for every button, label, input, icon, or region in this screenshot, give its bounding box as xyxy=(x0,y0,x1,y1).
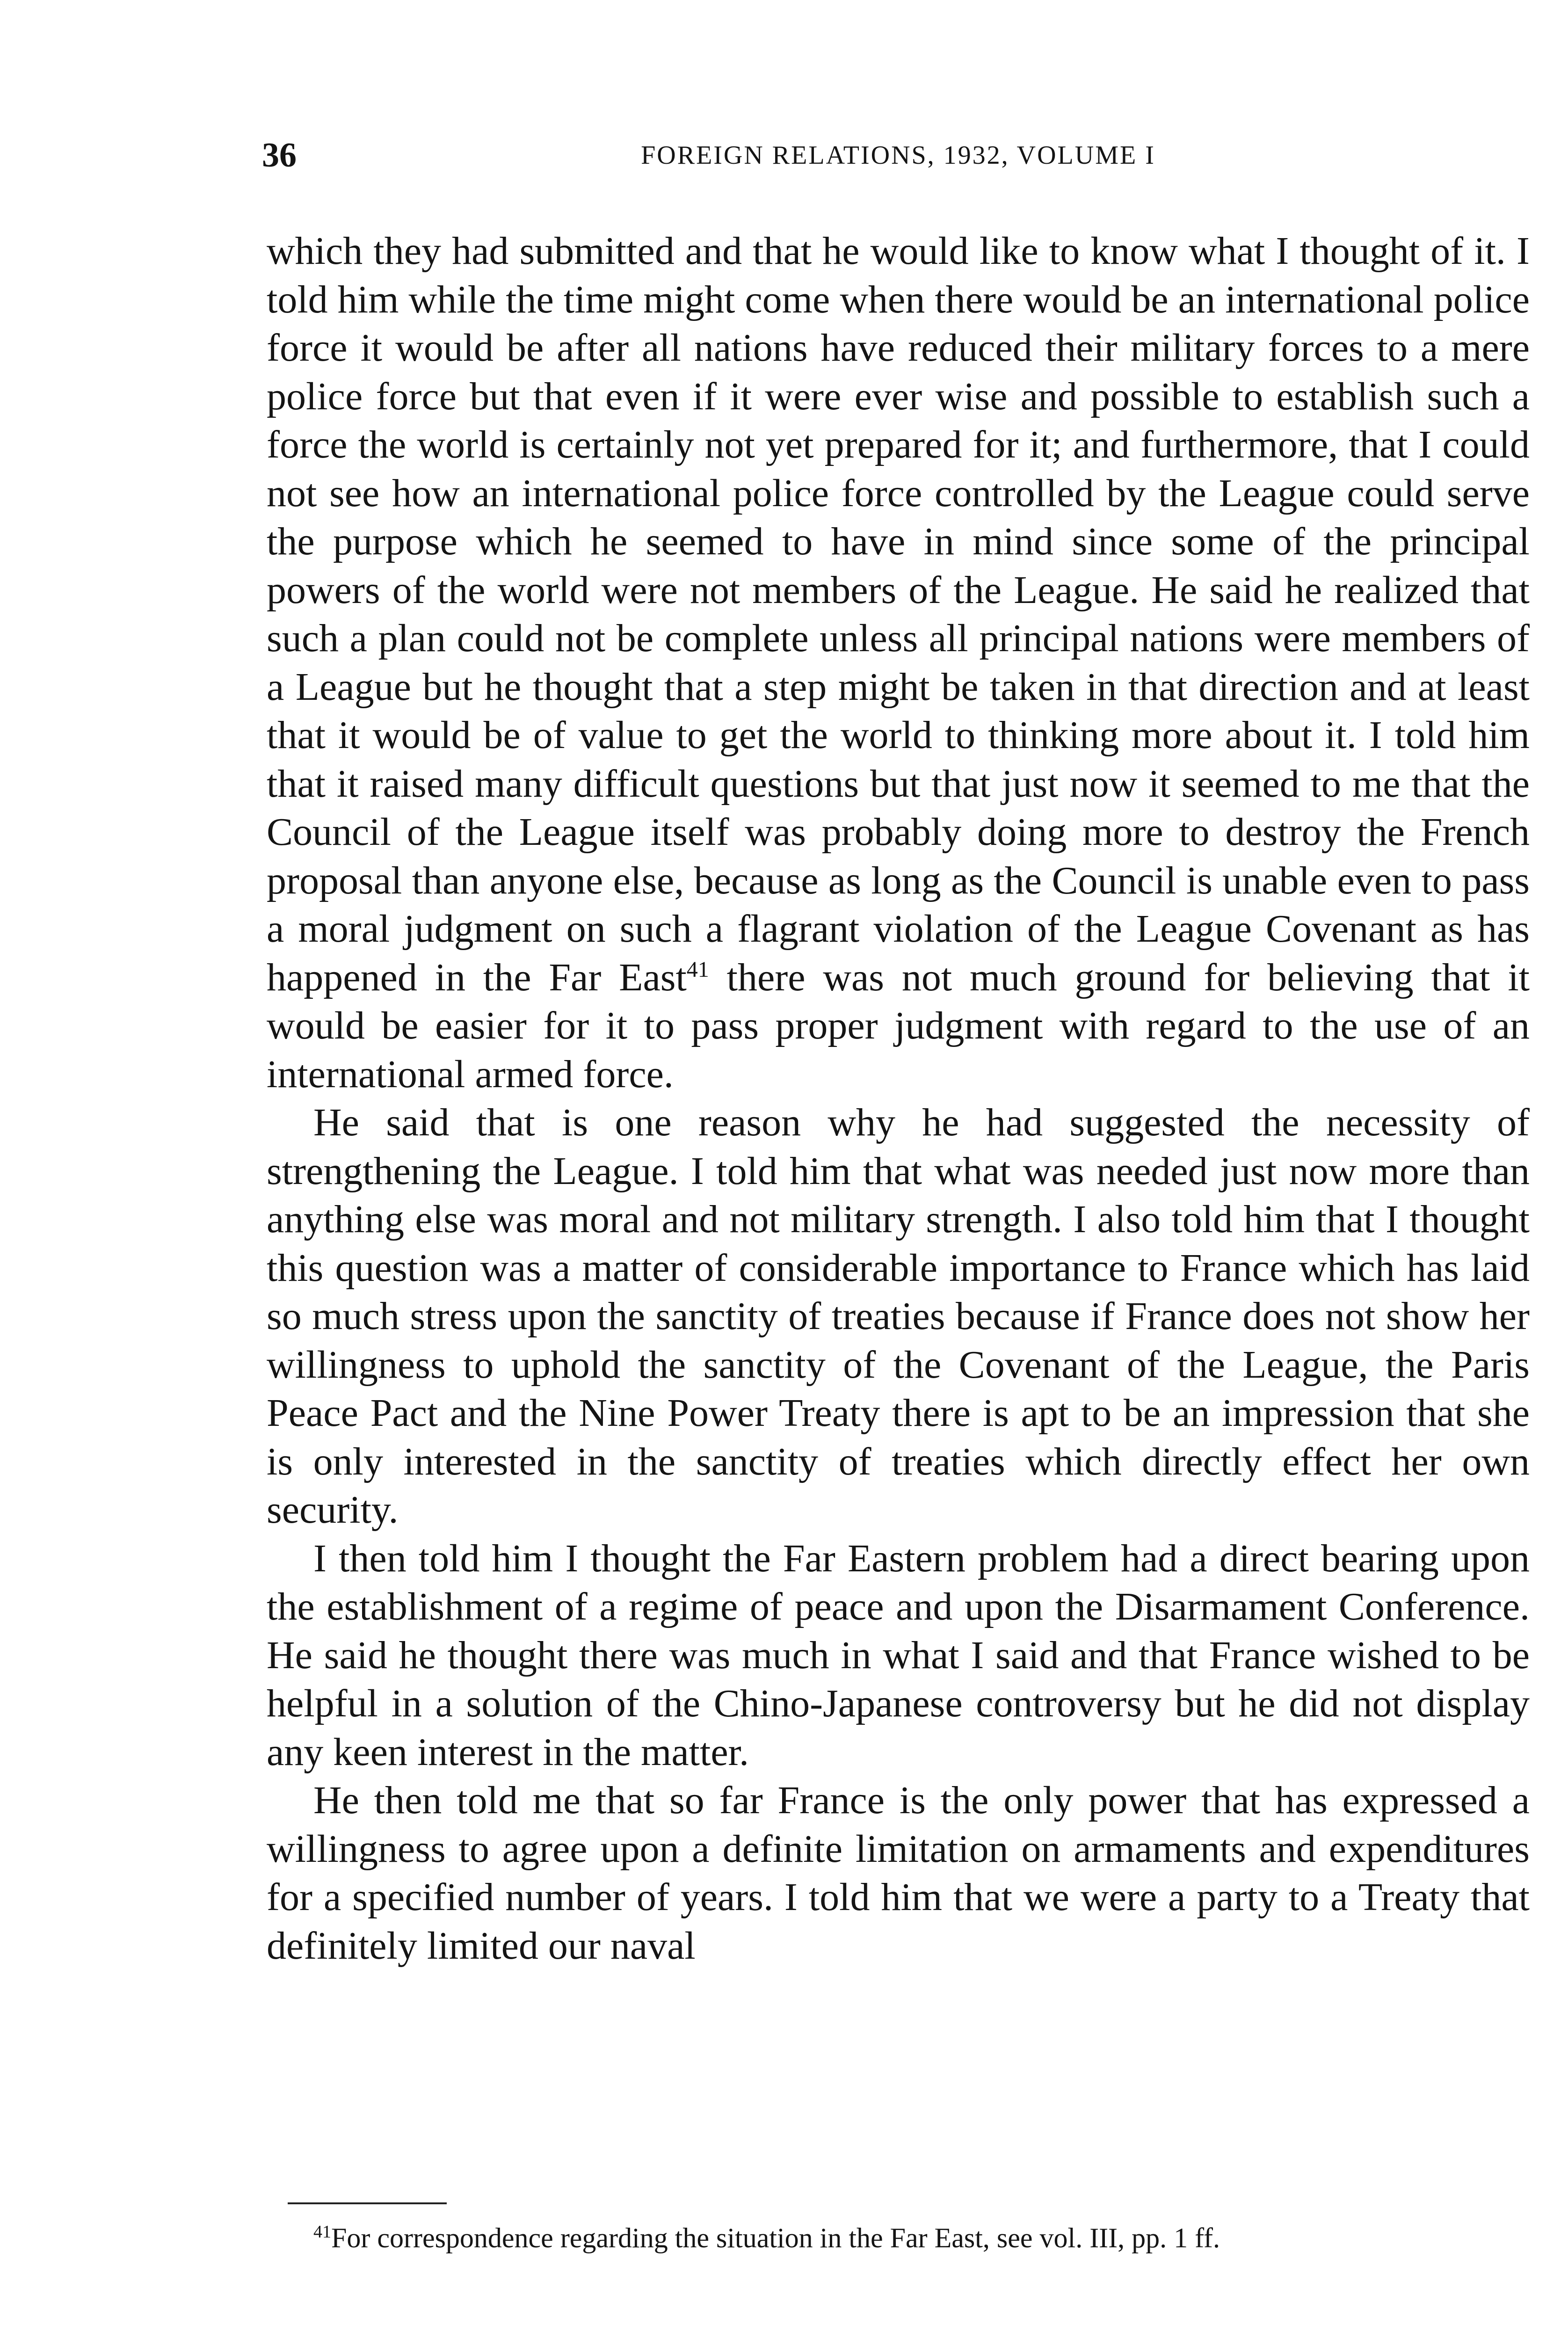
paragraph-4: He then told me that so far France is the only power that has expressed a willingness to agree upon a definite limitation on armaments and expenditures for a specified number of years. I told him that we were a party to a Treaty that definitely limited our naval xyxy=(267,1779,1530,1968)
page-number: 36 xyxy=(262,136,297,174)
running-head: FOREIGN RELATIONS, 1932, VOLUME I xyxy=(641,141,1155,170)
footnote-text: For correspondence regarding the situation in the Far East, see vol. III, pp. 1 ff. xyxy=(331,2223,1220,2253)
footnote-marker: 41 xyxy=(313,2222,331,2242)
body-text xyxy=(267,227,1530,1970)
footnote-divider xyxy=(288,2202,447,2204)
page-header xyxy=(262,136,1534,192)
paragraph-3: I then told him I thought the Far Eastern problem had a direct bearing upon the establishment of a regime of peace and upon the Disarmament Conference. He said he thought there was much in what I said and that France wished to be helpful in a solution of the Chino-Japanese controversy but he did not display any keen interest in the matter. xyxy=(267,1536,1530,1774)
footnote-reference: 41 xyxy=(686,957,709,982)
paragraph-1-text-before-note: which they had submitted and that he would like to know what I thought of it. I told him while the time might come when there would be an international police force it would be after all nations have reduced their military forces to a mere police force but that even if it were ever wise and possible to establish such a force the world is certainly not yet prepared for it; and furthermore, that I could not see how an international police force controlled by the League could serve the purpose which he seemed to have in mind since some of the principal powers of the world were not members of the League. He said he realized that such a plan could not be complete unless all principal nations were members of a League but he thought that a step might be taken in that direction and at least that it would be of value to get the world to thinking more about it. I told him that it raised many difficult questions but that just now it seemed to me that the Council of the League itself was probably doing more to destroy the French proposal than anyone else, because as long as the Council is unable even to pass a moral judgment on such a flagrant violation of the League Covenant as has happened in the Far East xyxy=(267,229,1530,999)
footnote xyxy=(267,2220,1530,2256)
paragraph-2: He said that is one reason why he had suggested the necessity of strengthening the League. I told him that what was needed just now more than anything else was moral and not military strength. I also told him that I thought this question was a matter of considerable importance to France which has laid so much stress upon the sanctity of treaties because if France does not show her willingness to uphold the sanctity of the Covenant of the League, the Paris Peace Pact and the Nine Power Treaty there is apt to be an impression that she is only interested in the sanctity of treaties which directly effect her own security. xyxy=(267,1101,1530,1532)
paragraph-1-text-after-note: there was not much ground for believing that it would be easier for it to pass proper judgment with regard to the use of an international armed force. xyxy=(267,955,1530,1096)
paragraph-1 xyxy=(267,227,1530,1098)
